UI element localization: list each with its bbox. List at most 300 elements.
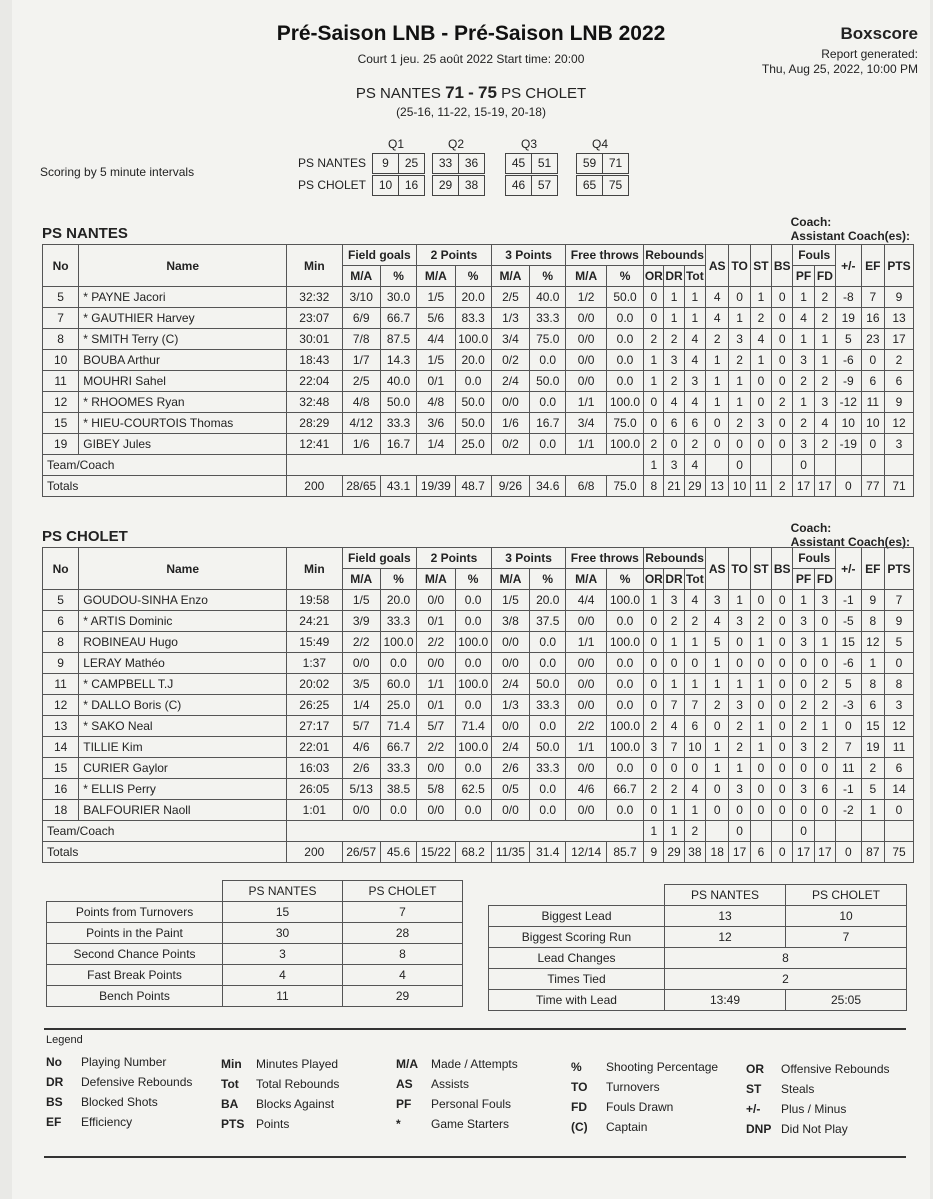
- stat-cell: 1/1: [417, 674, 455, 695]
- interval-box: [505, 175, 558, 196]
- stat-cell: 0.0: [530, 632, 566, 653]
- blank-cell: [772, 821, 793, 842]
- legend-desc: Efficiency: [81, 1115, 133, 1129]
- interval-score: 36: [464, 156, 479, 170]
- stat-cell: 1: [706, 371, 729, 392]
- legend-desc: Fouls Drawn: [606, 1100, 674, 1114]
- stat-cell: 0/0: [566, 611, 607, 632]
- stat-cell: 9: [885, 611, 914, 632]
- legend-entry: [746, 1119, 890, 1139]
- legend-column: [46, 1052, 192, 1132]
- stat-cell: 0/0: [566, 653, 607, 674]
- stat-cell: 1: [793, 392, 814, 413]
- stat-cell: 50.0: [455, 392, 491, 413]
- stat-cell: 4: [664, 392, 684, 413]
- col-header-fouls: Fouls: [793, 548, 836, 569]
- stat-cell: 0/0: [417, 653, 455, 674]
- stat-cell: 4: [684, 455, 705, 476]
- stat-cell: 0: [772, 371, 793, 392]
- stat-cell: 0: [750, 392, 771, 413]
- stat-cell: 1: [814, 329, 835, 350]
- blank-header: [489, 885, 665, 906]
- stat-cell: 2: [729, 413, 750, 434]
- stat-cell: 12: [43, 695, 79, 716]
- stat-cell: 33.3: [380, 413, 416, 434]
- stat-cell: 6: [684, 413, 705, 434]
- stat-cell: 2/5: [491, 287, 529, 308]
- blank-cell: [750, 455, 771, 476]
- stat-cell: 4: [684, 590, 705, 611]
- stat-cell: 8: [861, 674, 884, 695]
- player-row: [43, 779, 914, 800]
- stat-cell: 2/2: [566, 716, 607, 737]
- stat-cell: 0/5: [491, 779, 529, 800]
- col-subheader-pf: PF: [793, 569, 814, 590]
- stat-cell: 2: [684, 821, 705, 842]
- legend-entry: [46, 1112, 192, 1132]
- legend-key: M/A: [396, 1057, 418, 1071]
- stat-cell: 1: [644, 371, 664, 392]
- stat-cell: 18: [43, 800, 79, 821]
- stat-cell: 4: [684, 392, 705, 413]
- stat-cell: 100.0: [455, 674, 491, 695]
- legend-entry: [396, 1114, 518, 1134]
- stat-cell: 2/6: [491, 758, 529, 779]
- col-header-bs: BS: [772, 548, 793, 590]
- stat-cell: 45.6: [380, 842, 416, 863]
- stat-cell: 0.0: [455, 590, 491, 611]
- stat-cell: 3/5: [342, 674, 380, 695]
- col-subheader-ma: M/A: [342, 569, 380, 590]
- col-subheader-ma: M/A: [566, 266, 607, 287]
- boxscore-label: Boxscore: [840, 24, 918, 43]
- stat-cell: 11: [861, 392, 884, 413]
- col-header-st: ST: [750, 245, 771, 287]
- blank-cell: [287, 455, 644, 476]
- stat-cell: 0/0: [417, 758, 455, 779]
- player-row: [43, 350, 914, 371]
- stat-cell: 0: [750, 779, 771, 800]
- col-subheader-fd: FD: [814, 569, 835, 590]
- player-name: TILLIE Kim: [79, 737, 287, 758]
- col-header-pts: PTS: [885, 548, 914, 590]
- legend-entry: [571, 1057, 718, 1077]
- col-subheader-or: OR: [644, 266, 664, 287]
- totals-label: Totals: [43, 842, 287, 863]
- stat-cell: 10: [684, 737, 705, 758]
- player-name: * ARTIS Dominic: [79, 611, 287, 632]
- stat-cell: 71: [885, 476, 914, 497]
- stat-cell: 0: [772, 329, 793, 350]
- stat-cell: 7: [885, 590, 914, 611]
- legend-key: PTS: [221, 1117, 245, 1131]
- col-header-p3: 3 Points: [491, 245, 566, 266]
- interval-score: 59: [577, 154, 603, 173]
- stat-cell: 0.0: [455, 653, 491, 674]
- stat-cell: 1: [684, 674, 705, 695]
- stat-label: Second Chance Points: [47, 944, 223, 965]
- stat-cell: 7/8: [342, 329, 380, 350]
- stat-cell: 3: [793, 350, 814, 371]
- stat-cell: 2/2: [417, 737, 455, 758]
- stat-cell: 50.0: [530, 371, 566, 392]
- interval-score: 33: [433, 154, 459, 173]
- stat-cell: 6/8: [566, 476, 607, 497]
- col-subheader-tot: Tot: [684, 266, 705, 287]
- stat-cell: 87.5: [380, 329, 416, 350]
- stat-cell: 60.0: [380, 674, 416, 695]
- legend-desc: Blocks Against: [256, 1097, 335, 1111]
- legend-key: %: [571, 1060, 582, 1074]
- player-row: [43, 308, 914, 329]
- legend-entry: [746, 1079, 890, 1099]
- stat-cell: 0: [772, 434, 793, 455]
- stat-cell: 0: [772, 737, 793, 758]
- stat-cell: 2: [885, 350, 914, 371]
- interval-box: [432, 175, 485, 196]
- legend-desc: Playing Number: [81, 1055, 167, 1069]
- stat-cell: 15:49: [287, 632, 342, 653]
- stat-cell: 1: [644, 350, 664, 371]
- player-row: [43, 611, 914, 632]
- interval-score: 46: [506, 176, 532, 195]
- team-stat-row: [47, 902, 463, 923]
- stat-cell: 1: [706, 737, 729, 758]
- stat-cell: 0: [836, 476, 862, 497]
- stat-cell: 1: [729, 674, 750, 695]
- stat-cell: 20.0: [455, 350, 491, 371]
- stat-cell: 12: [885, 413, 914, 434]
- stat-cell: 14.3: [380, 350, 416, 371]
- legend-entry: [221, 1114, 339, 1134]
- legend-key: No: [46, 1055, 62, 1069]
- col-subheader-ma: M/A: [417, 266, 455, 287]
- stat-cell: 2: [706, 695, 729, 716]
- legend-key: PF: [396, 1097, 412, 1111]
- legend-divider: [44, 1028, 906, 1030]
- interval-score: 16: [404, 178, 419, 192]
- stat-cell: 0: [644, 632, 664, 653]
- stat-cell: 4: [706, 287, 729, 308]
- stat-cell: 16.7: [380, 434, 416, 455]
- stat-cell: 0.0: [530, 716, 566, 737]
- stat-cell: 71.4: [380, 716, 416, 737]
- team-coach-label: Team/Coach: [43, 455, 287, 476]
- stat-cell: 0: [644, 653, 664, 674]
- stat-value: 28: [343, 923, 463, 944]
- interval-box: [372, 153, 425, 174]
- stat-cell: 2: [772, 476, 793, 497]
- legend-entry: [46, 1092, 192, 1112]
- stat-cell: 4/8: [417, 392, 455, 413]
- stat-cell: 0/0: [566, 758, 607, 779]
- stat-cell: 28:29: [287, 413, 342, 434]
- stat-cell: 5: [43, 287, 79, 308]
- stat-cell: 50.0: [530, 674, 566, 695]
- stat-cell: 83.3: [455, 308, 491, 329]
- stat-label: Points in the Paint: [47, 923, 223, 944]
- stat-cell: 66.7: [380, 737, 416, 758]
- stat-cell: 3: [729, 329, 750, 350]
- stat-cell: 4/6: [342, 737, 380, 758]
- stat-cell: 40.0: [380, 371, 416, 392]
- stat-cell: 100.0: [455, 632, 491, 653]
- player-row: [43, 716, 914, 737]
- stat-cell: 0: [772, 590, 793, 611]
- interval-box: [576, 175, 629, 196]
- blank-cell: [885, 821, 914, 842]
- col-subheader-pf: PF: [793, 266, 814, 287]
- stat-cell: 0/0: [491, 392, 529, 413]
- right-stats-home-header: PS NANTES: [665, 885, 786, 906]
- legend-desc: Made / Attempts: [431, 1057, 518, 1071]
- away-score: 75: [478, 83, 497, 102]
- stat-cell: 9/26: [491, 476, 529, 497]
- stat-cell: 0.0: [380, 653, 416, 674]
- stat-cell: 0/0: [417, 590, 455, 611]
- stat-value: 15: [223, 902, 343, 923]
- stat-cell: 3/6: [417, 413, 455, 434]
- stat-cell: 62.5: [455, 779, 491, 800]
- left-stats-table: [46, 880, 463, 1007]
- stat-cell: 1: [684, 632, 705, 653]
- player-row: [43, 800, 914, 821]
- stat-cell: 0/0: [566, 800, 607, 821]
- stat-cell: 0: [644, 758, 664, 779]
- stat-cell: 2: [814, 695, 835, 716]
- stat-cell: 9: [885, 392, 914, 413]
- stat-cell: 0: [706, 779, 729, 800]
- stat-cell: 4: [706, 611, 729, 632]
- stat-cell: 1: [750, 632, 771, 653]
- stat-cell: 2: [793, 716, 814, 737]
- team-stat-row: [47, 986, 463, 1007]
- col-subheader-dr: DR: [664, 569, 684, 590]
- stat-cell: -3: [836, 695, 862, 716]
- legend-key: DR: [46, 1075, 64, 1089]
- stat-cell: -1: [836, 779, 862, 800]
- col-header-p2: 2 Points: [417, 548, 492, 569]
- stat-cell: 6: [885, 758, 914, 779]
- stat-cell: 0.0: [530, 779, 566, 800]
- away-team: PS CHOLET: [501, 85, 587, 102]
- col-header-no: No: [43, 548, 79, 590]
- stat-cell: 0: [750, 590, 771, 611]
- col-header-bs: BS: [772, 245, 793, 287]
- player-row: [43, 590, 914, 611]
- stat-cell: 5: [861, 779, 884, 800]
- legend-desc: Defensive Rebounds: [81, 1075, 193, 1089]
- stat-cell: 3/4: [566, 413, 607, 434]
- col-header-fg: Field goals: [342, 548, 417, 569]
- stat-cell: 6: [885, 371, 914, 392]
- stat-cell: 0: [644, 392, 664, 413]
- stat-cell: 13: [706, 476, 729, 497]
- stat-cell: 0: [664, 434, 684, 455]
- interval-score: 10: [373, 176, 399, 195]
- stat-cell: 0: [750, 653, 771, 674]
- legend-key: BA: [221, 1097, 239, 1111]
- stat-cell: 6: [861, 695, 884, 716]
- stat-cell: 20.0: [455, 287, 491, 308]
- team-title: PS CHOLET: [42, 528, 128, 545]
- stat-cell: 2: [729, 716, 750, 737]
- interval-score: 57: [537, 178, 552, 192]
- stat-cell: 12: [885, 716, 914, 737]
- stat-cell: 15: [836, 632, 862, 653]
- stat-cell: 33.3: [380, 758, 416, 779]
- col-header-name: Name: [79, 548, 287, 590]
- quarter-header: Q2: [448, 137, 465, 151]
- stat-cell: 1/2: [566, 287, 607, 308]
- col-header-fouls: Fouls: [793, 245, 836, 266]
- stat-cell: 1: [684, 287, 705, 308]
- stat-cell: 1: [750, 674, 771, 695]
- stat-cell: 1: [684, 800, 705, 821]
- stat-cell: 25.0: [455, 434, 491, 455]
- stat-cell: 2: [706, 329, 729, 350]
- legend-column: [396, 1054, 518, 1134]
- stat-cell: 1: [664, 821, 684, 842]
- col-subheader-ma: M/A: [342, 266, 380, 287]
- stat-cell: 0: [772, 350, 793, 371]
- stat-cell: 0: [772, 758, 793, 779]
- blank-cell: [861, 455, 884, 476]
- stat-cell: 0: [772, 287, 793, 308]
- stat-cell: 15: [43, 413, 79, 434]
- stat-cell: 3: [814, 392, 835, 413]
- team-stat-row: [47, 965, 463, 986]
- stat-cell: 38.5: [380, 779, 416, 800]
- col-header-fg: Field goals: [342, 245, 417, 266]
- stat-cell: 0.0: [606, 329, 643, 350]
- stat-cell: 1/5: [491, 590, 529, 611]
- stat-cell: 1: [644, 821, 664, 842]
- stat-cell: 1: [664, 632, 684, 653]
- col-header-pts: PTS: [885, 245, 914, 287]
- legend-desc: Blocked Shots: [81, 1095, 158, 1109]
- stat-cell: 2: [793, 371, 814, 392]
- stat-cell: -1: [836, 590, 862, 611]
- stat-cell: 1: [861, 653, 884, 674]
- score-dash: -: [468, 83, 474, 102]
- legend-key: Tot: [221, 1077, 239, 1091]
- stat-cell: 100.0: [455, 737, 491, 758]
- stat-cell: 0: [706, 716, 729, 737]
- stat-cell: 17: [885, 329, 914, 350]
- stat-cell: 7: [684, 695, 705, 716]
- stat-cell: 1: [684, 308, 705, 329]
- blank-cell: [750, 821, 771, 842]
- stat-cell: 3: [729, 695, 750, 716]
- legend-key: BS: [46, 1095, 63, 1109]
- stat-cell: 17: [793, 842, 814, 863]
- stat-cell: 22:04: [287, 371, 342, 392]
- stat-cell: 100.0: [606, 392, 643, 413]
- stat-cell: 3: [814, 590, 835, 611]
- report-generated: [762, 47, 918, 77]
- stat-cell: 17: [814, 842, 835, 863]
- stat-cell: 1/5: [417, 350, 455, 371]
- quarter-header: Q3: [521, 137, 538, 151]
- stat-cell: 13: [885, 308, 914, 329]
- player-name: BOUBA Arthur: [79, 350, 287, 371]
- stat-cell: 3: [793, 632, 814, 653]
- stat-cell: 0: [644, 674, 664, 695]
- stat-cell: 0: [750, 695, 771, 716]
- stat-cell: 0/0: [491, 632, 529, 653]
- stat-cell: 1: [729, 758, 750, 779]
- team-stat-row: [47, 923, 463, 944]
- stat-cell: 0: [814, 653, 835, 674]
- stat-cell: 1: [861, 800, 884, 821]
- stat-cell: 1/3: [491, 695, 529, 716]
- stat-cell: 26:05: [287, 779, 342, 800]
- stat-cell: 32:48: [287, 392, 342, 413]
- stat-cell: 5/8: [417, 779, 455, 800]
- team-coach-row: [43, 455, 914, 476]
- stat-cell: 0/0: [417, 800, 455, 821]
- stat-cell: 0.0: [530, 350, 566, 371]
- stat-cell: 9: [885, 287, 914, 308]
- stat-cell: 32:32: [287, 287, 342, 308]
- player-name: CURIER Gaylor: [79, 758, 287, 779]
- col-subheader-fd: FD: [814, 266, 835, 287]
- stat-cell: 17: [729, 842, 750, 863]
- stat-cell: 2/4: [491, 737, 529, 758]
- col-header-to: TO: [729, 245, 750, 287]
- stat-cell: 0.0: [455, 611, 491, 632]
- stat-cell: 15: [43, 758, 79, 779]
- legend-entry: [396, 1074, 518, 1094]
- stat-cell: -12: [836, 392, 862, 413]
- stat-label: Fast Break Points: [47, 965, 223, 986]
- col-header-min: Min: [287, 245, 342, 287]
- legend-desc: Game Starters: [431, 1117, 510, 1131]
- team-stat-row: [47, 944, 463, 965]
- stat-cell: -8: [836, 287, 862, 308]
- stat-cell: 0: [793, 821, 814, 842]
- stat-cell: 1: [706, 350, 729, 371]
- legend-entry: [396, 1094, 518, 1114]
- stat-cell: 3: [885, 434, 914, 455]
- stat-cell: 2: [664, 329, 684, 350]
- legend-key: OR: [746, 1062, 764, 1076]
- stat-cell: 34.6: [530, 476, 566, 497]
- lead-changes-row: Lead Changes 8: [489, 948, 907, 969]
- stat-cell: 0: [772, 779, 793, 800]
- stat-cell: 1: [706, 758, 729, 779]
- stat-cell: 0: [772, 695, 793, 716]
- stat-cell: 43.1: [380, 476, 416, 497]
- stat-cell: 100.0: [606, 434, 643, 455]
- stat-cell: 4: [684, 329, 705, 350]
- stat-cell: 2/2: [342, 632, 380, 653]
- player-row: [43, 695, 914, 716]
- col-header-ef: EF: [861, 245, 884, 287]
- stat-cell: 25.0: [380, 695, 416, 716]
- stat-cell: 30:01: [287, 329, 342, 350]
- stat-cell: 1: [729, 371, 750, 392]
- interval-box: [505, 153, 558, 174]
- stat-cell: 2: [814, 308, 835, 329]
- stat-cell: 1/4: [417, 434, 455, 455]
- stat-cell: 3/4: [491, 329, 529, 350]
- stat-value: 3: [223, 944, 343, 965]
- time-with-lead-row: Time with Lead 13:49 25:05: [489, 990, 907, 1011]
- blank-cell: [836, 455, 862, 476]
- stat-cell: 0: [793, 455, 814, 476]
